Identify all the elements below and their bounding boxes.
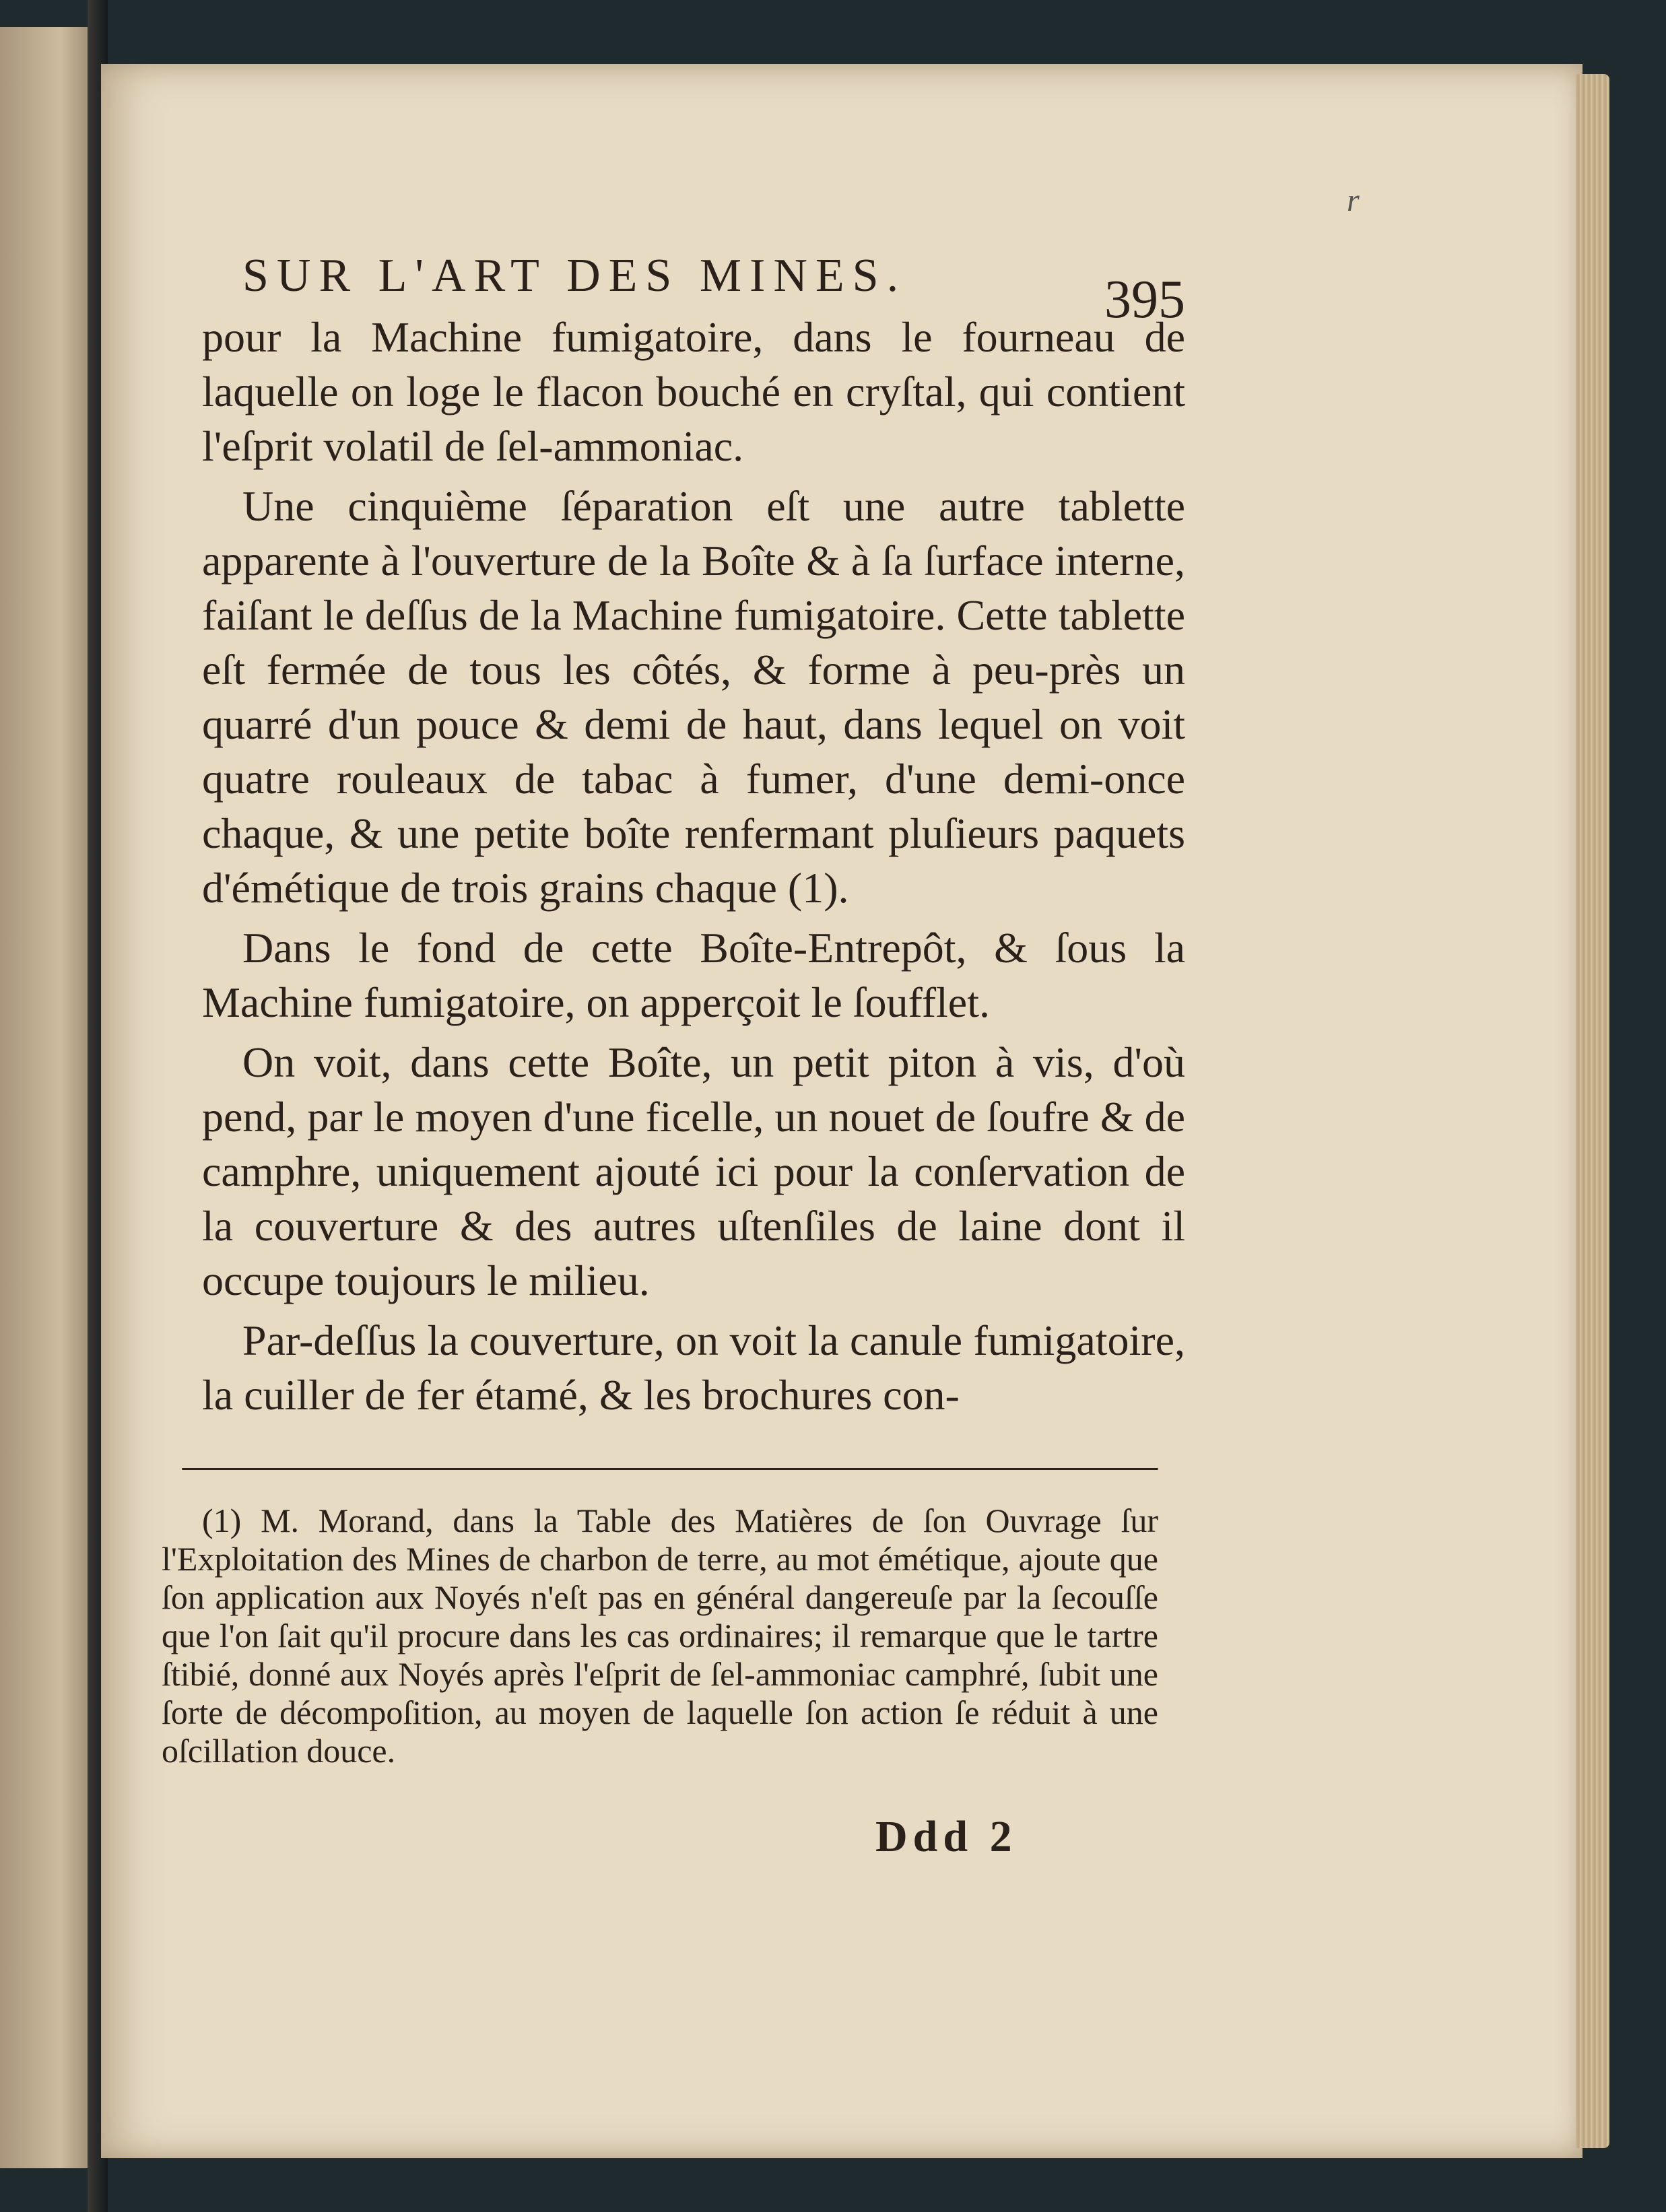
facing-page-edge: [0, 27, 101, 2168]
paragraph: Une cinquième ſéparation eſt une autre tablette apparente à l'ouverture de la Boîte & à ſa ſurface interne, faiſant le deſſus de la Machine fumigatoire. Cette tablette eſt fermée de tous les côtés, & forme à peu-près un quarré d'un pouce & demi de haut, dans lequel on voit quatre rouleaux de tabac à fumer, d'une demi-once chaque, & une petite boîte renfermant pluſieurs paquets d'émétique de trois grains chaque (1).: [202, 482, 1185, 912]
paragraph: Par-deſſus la couverture, on voit la canule fumigatoire, la cuiller de fer étamé, & les brochures con-: [202, 1316, 1185, 1419]
footnote-rule: [182, 1468, 1158, 1470]
main-text: [202, 310, 1185, 1428]
paragraph: pour la Machine fumigatoire, dans le fourneau de laquelle on loge le flacon bouché en cryſtal, qui contient l'eſprit volatil de ſel-ammoniac.: [202, 313, 1185, 470]
corner-mark: r: [1347, 182, 1360, 218]
paragraph: On voit, dans cette Boîte, un petit piton à vis, d'où pend, par le moyen d'une ficelle, un nouet de ſoufre & de camphre, uniquement ajouté ici pour la conſervation de la couverture & des autres uſtenſiles de laine dont il occupe toujours le milieu.: [202, 1038, 1185, 1304]
running-head: SUR L'ART DES MINES.: [242, 250, 907, 302]
signature-mark: Ddd 2: [875, 1812, 1018, 1861]
paragraph: Dans le fond de cette Boîte-Entrepôt, & ſous la Machine fumigatoire, on apperçoit le ſoufflet.: [202, 924, 1185, 1026]
page-block-edge: [1576, 74, 1609, 2148]
footnote: (1) M. Morand, dans la Table des Matières de ſon Ouvrage ſur l'Exploitation des Mines de charbon de terre, au mot émétique, ajoute que ſon application aux Noyés n'eſt pas en général dangereuſe par la ſecouſſe que l'on ſait qu'il procure dans les cas ordinaires; il remarque que le tartre ſtibié, donné aux Noyés après l'eſprit de ſel-ammoniac camphré, ſubit une ſorte de décompoſition, au moyen de laquelle ſon action ſe réduit à une oſcillation douce.: [162, 1502, 1158, 1770]
page-number: 395: [1104, 270, 1185, 329]
